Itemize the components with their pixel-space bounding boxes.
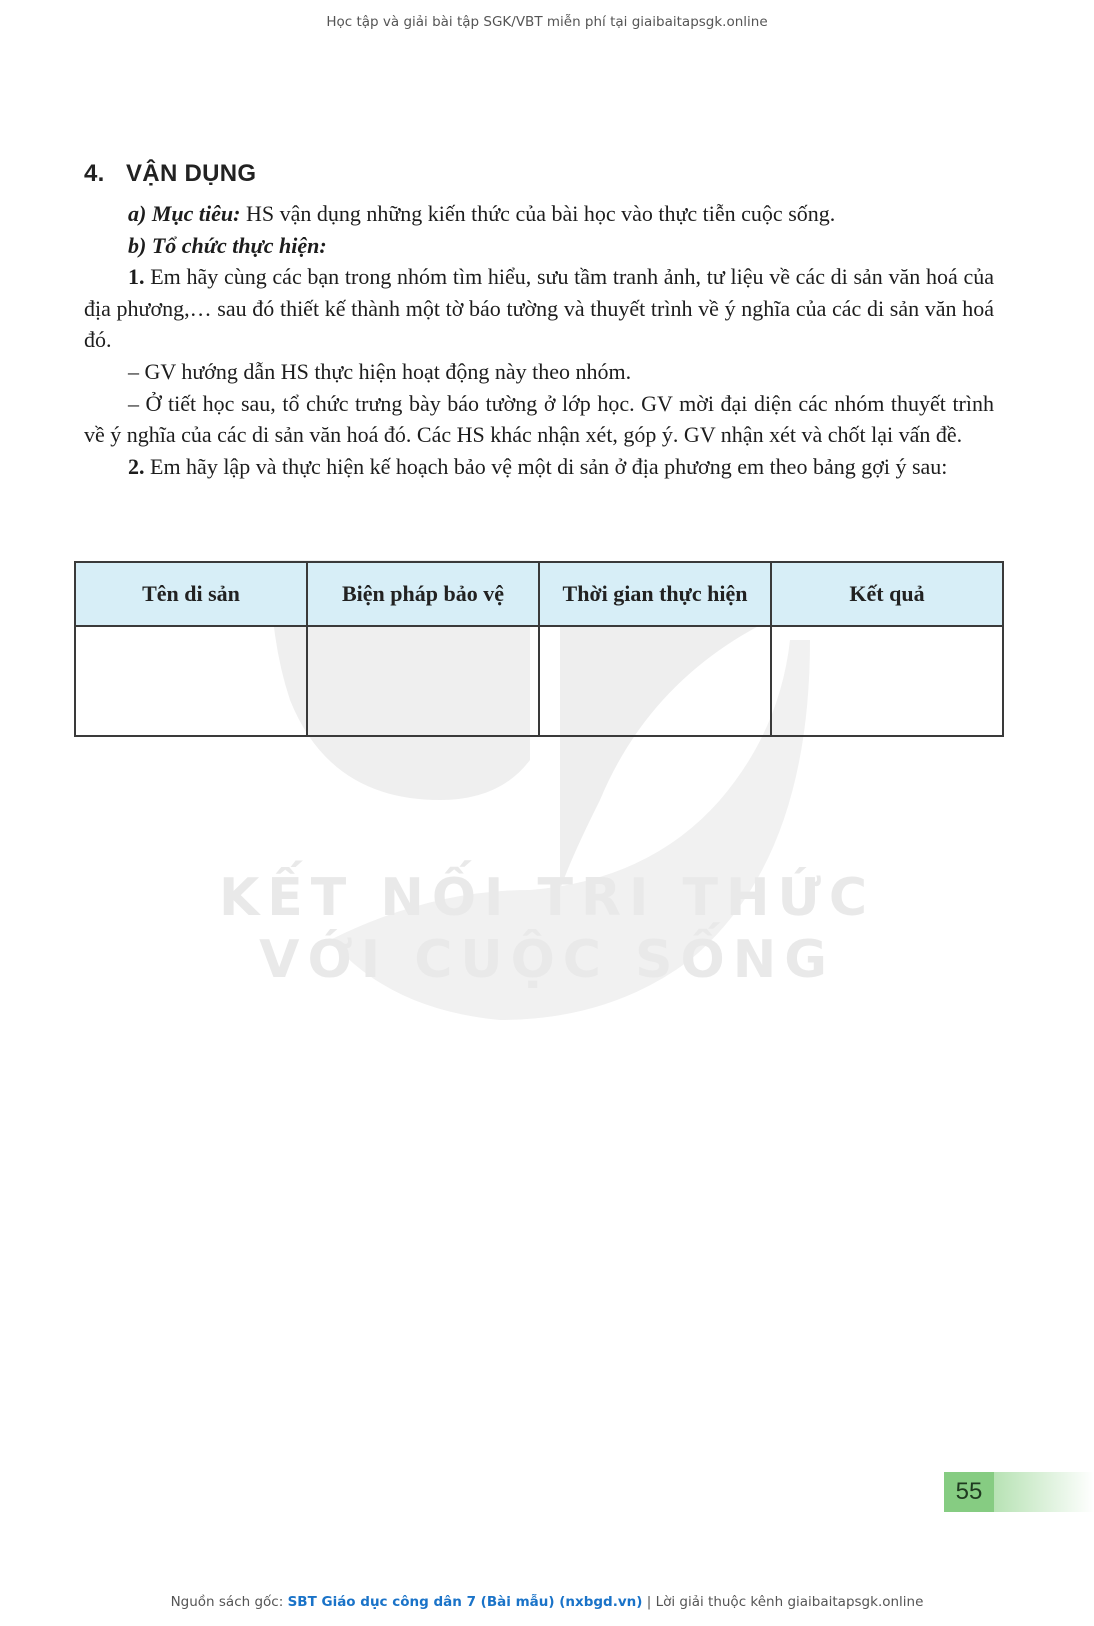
bullet-1: – GV hướng dẫn HS thực hiện hoạt động này theo nhóm. [128,358,632,384]
table-cell[interactable] [771,626,1003,736]
top-banner: Học tập và giải bài tập SGK/VBT miễn phí tại giaibaitapsgk.online [326,14,768,30]
footer-source-link[interactable]: SBT Giáo dục công dân 7 (Bài mẫu) (nxbgd.vn) [287,1594,643,1610]
goal-text: HS vận dụng những kiến thức của bài học vào thực tiễn cuộc sống. [240,201,836,226]
header-implementation-time: Thời gian thực hiện [539,562,771,626]
watermark-line-2: VỚI CUỘC SỐNG [259,930,835,990]
footer-suffix: | Lời giải thuộc kênh giaibaitapsgk.online [642,1594,924,1610]
footer [0,1594,1094,1610]
task-1-text: Em hãy cùng các bạn trong nhóm tìm hiểu, sưu tầm tranh ảnh, tư liệu về các di sản văn hoá của địa phương,… sau đó thiết kế thành một tờ báo tường và thuyết trình về ý nghĩa của các di sản văn hoá đó. [84,264,994,353]
table-cell[interactable] [539,626,771,736]
header-protection-measures: Biện pháp bảo vệ [307,562,539,626]
table-cell[interactable] [75,626,307,736]
section-content [84,160,994,482]
watermark-line-1: KẾT NỐI TRI THỨC [218,868,876,928]
table-cell[interactable] [307,626,539,736]
task-2-number: 2. [128,453,145,479]
task-1-number: 1. [128,264,145,290]
section-heading [84,160,994,188]
goal-label: a) Mục tiêu: [128,201,241,226]
table-row [75,626,1003,736]
section-title: VẬN DỤNG [126,160,257,187]
page-number: 55 [944,1472,994,1512]
header-result: Kết quả [771,562,1003,626]
organization-label: b) Tổ chức thực hiện: [128,232,327,258]
header-heritage-name: Tên di sản [75,562,307,626]
organization-paragraph [84,230,994,262]
heritage-plan-table [74,561,1004,737]
task-1-paragraph [84,261,994,356]
goal-paragraph [84,198,994,230]
bullet-2: – Ở tiết học sau, tổ chức trưng bày báo tường ở lớp học. GV mời đại diện các nhóm thuyết trình về ý nghĩa của các di sản văn hoá đó. Các HS khác nhận xét, góp ý. GV nhận xét và chốt lại vấn đề. [84,390,994,448]
table-header-row [75,562,1003,626]
task-2-text: Em hãy lập và thực hiện kế hoạch bảo vệ một di sản ở địa phương em theo bảng gợi ý sau: [144,453,948,479]
task-2-paragraph [84,451,994,483]
footer-prefix: Nguồn sách gốc: [170,1594,288,1610]
section-number: 4. [84,160,105,187]
